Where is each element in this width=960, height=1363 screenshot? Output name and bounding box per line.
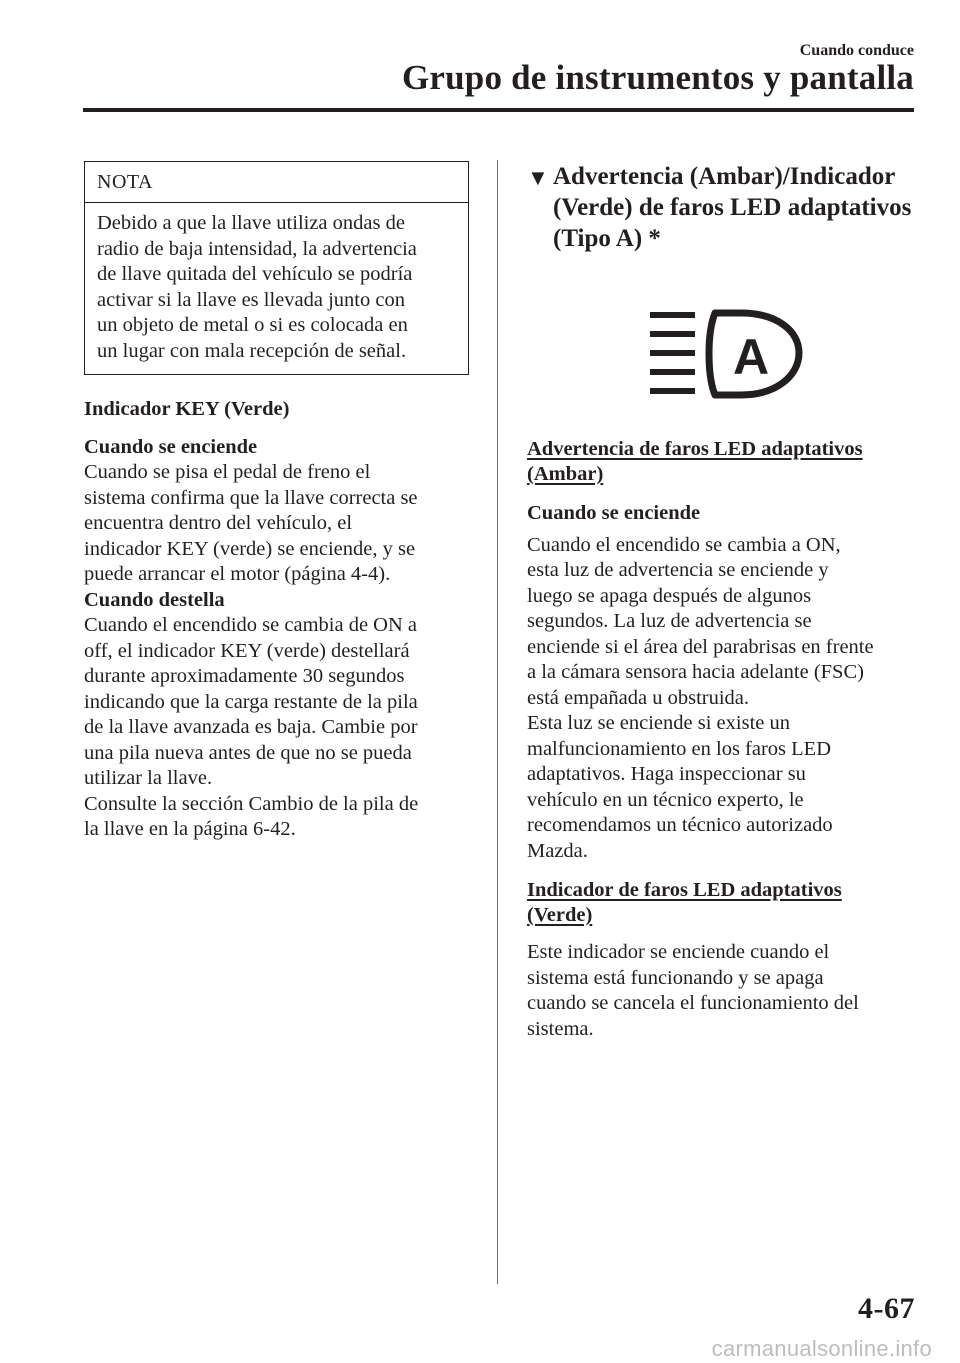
flash-line: off, el indicador KEY (verde) destellará: [84, 639, 410, 662]
note-line: activar si la llave es llevada junto con: [97, 288, 405, 311]
warning-subsection: [527, 437, 912, 864]
flash-line: durante aproximadamente 30 segundos: [84, 665, 405, 687]
section-title-line: (Tipo A) *: [553, 225, 661, 252]
indicator-line: sistema.: [527, 1017, 594, 1040]
on-subheading: Cuando se enciende: [84, 435, 258, 458]
warning-line: Mazda.: [527, 839, 588, 862]
watermark: carmanualsonline.info: [711, 1336, 932, 1361]
note-label: NOTA: [85, 162, 468, 203]
section-title: [527, 161, 912, 254]
indicator-line: sistema está funcionando y se apaga: [527, 966, 824, 989]
warning-line: segundos. La luz de advertencia se: [527, 610, 812, 632]
flash-line: de la llave avanzada es baja. Cambie por: [84, 716, 418, 738]
warning-line: vehículo en un técnico experto, le: [527, 788, 804, 811]
indicator-heading-line: (Verde): [527, 904, 593, 926]
flash-subheading: Cuando destella: [84, 588, 225, 611]
section-title-line: (Verde) de faros LED adaptativos: [553, 194, 912, 221]
section-title-line: Advertencia (Ambar)/Indicador: [553, 163, 896, 190]
section-marker-icon: ▼: [527, 165, 549, 190]
warning-line: enciende si el área del parabrisas en frente: [527, 635, 874, 658]
running-header-section: Cuando conduce: [799, 42, 914, 59]
indicator-line: Este indicador se enciende cuando el: [527, 941, 830, 963]
indicator-subsection: [527, 878, 912, 1042]
on-line: indicador KEY (verde) se enciende, y se: [84, 537, 416, 560]
note-box: [84, 161, 469, 375]
page-number: 4-67: [858, 1292, 915, 1325]
on-line: encuentra dentro del vehículo, el: [84, 512, 353, 534]
left-column: [84, 161, 469, 843]
flash-line: una pila nueva antes de que no se pueda: [84, 741, 412, 764]
indicator-heading-line: Indicador de faros LED adaptativos: [527, 879, 842, 901]
warning-heading-line: Advertencia de faros LED adaptativos: [527, 438, 863, 460]
warning-line: Cuando el encendido se cambia a ON,: [527, 533, 841, 556]
header-rule: [83, 108, 914, 112]
flash-line: la llave en la página 6-42.: [84, 818, 296, 840]
warning-line: malfuncionamiento en los faros LED: [527, 737, 831, 760]
right-column: [527, 161, 912, 1042]
on-line: sistema confirma que la llave correcta se: [84, 486, 418, 509]
key-indicator-body: [84, 435, 469, 843]
note-line: de llave quitada del vehículo se podría: [97, 263, 413, 285]
headlight-icon-letter: A: [732, 329, 770, 385]
running-header-title: Grupo de instrumentos y pantalla: [401, 58, 914, 97]
warning-on-subheading: Cuando se enciende: [527, 502, 701, 524]
warning-line: adaptativos. Haga inspeccionar su: [527, 763, 806, 785]
warning-line: a la cámara sensora hacia adelante (FSC): [527, 661, 864, 683]
warning-body: [527, 533, 912, 865]
warning-line: recomendamos un técnico autorizado: [527, 814, 833, 836]
key-indicator-heading: Indicador KEY (Verde): [84, 398, 290, 420]
warning-heading-line: (Ambar): [527, 463, 604, 485]
warning-line: está empañada u obstruida.: [527, 686, 750, 709]
warning-line: Esta luz se enciende si existe un: [527, 712, 790, 734]
note-line: un lugar con mala recepción de señal.: [97, 339, 407, 362]
warning-line: luego se apaga después de algunos: [527, 584, 812, 607]
flash-line: Consulte la sección Cambio de la pila de: [84, 792, 419, 815]
indicator-body: [527, 940, 912, 1042]
on-line: Cuando se pisa el pedal de freno el: [84, 461, 371, 483]
flash-line: Cuando el encendido se cambia de ON a: [84, 614, 418, 636]
note-line: un objeto de metal o si es colocada en: [97, 314, 408, 336]
note-body: [85, 203, 468, 374]
adaptive-led-headlight-icon: [645, 305, 805, 405]
flash-line: utilizar la llave.: [84, 767, 213, 789]
column-divider: [497, 160, 498, 1284]
flash-line: indicando que la carga restante de la pila: [84, 690, 418, 713]
warning-line: esta luz de advertencia se enciende y: [527, 559, 829, 581]
on-line: puede arrancar el motor (página 4-4).: [84, 563, 391, 585]
indicator-line: cuando se cancela el funcionamiento del: [527, 992, 859, 1014]
note-line: Debido a que la llave utiliza ondas de: [97, 212, 405, 234]
note-line: radio de baja intensidad, la advertencia: [97, 237, 417, 260]
